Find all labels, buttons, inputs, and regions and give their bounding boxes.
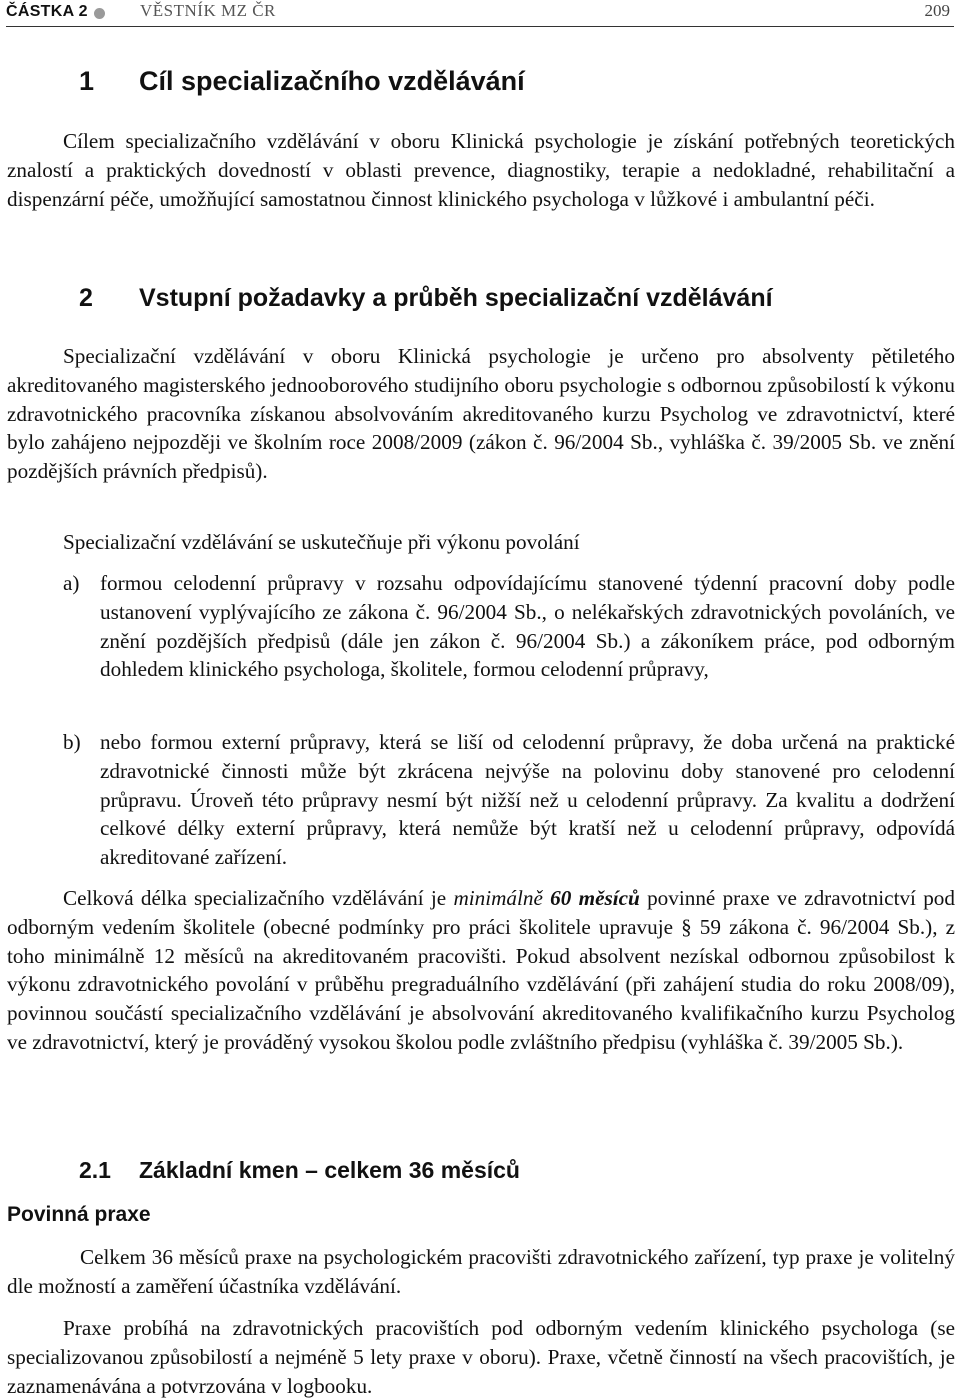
section-2-paragraph-3: [7, 884, 955, 1057]
page-header: [6, 0, 954, 27]
bullet-dot-icon: [94, 8, 105, 19]
section-1-heading: [79, 66, 525, 97]
paragraph-3-emphasis-duration: 60 měsíců: [550, 886, 640, 910]
section-2-paragraph-2: Specializační vzdělávání se uskutečňuje při výkonu povolání: [63, 530, 580, 554]
list-text-a: formou celodenní průpravy v rozsahu odpovídajícímu stanovené týdenní pracovní doby podle ustanovení vyplývajícího ze zákona č. 96/2004 Sb., o nelékařských zdravotnických povoláních, ve znění pozdějších předpisů (dále jen zákon č. 96/2004 Sb.) a zákoníkem práce, pod odborným dohledem klinického psychologa, školitele, formou celodenní průpravy,: [100, 571, 955, 682]
subsection-2-1-title: Základní kmen – celkem 36 měsíců: [139, 1157, 520, 1183]
page-number: 209: [924, 1, 950, 20]
list-item-a: [7, 569, 955, 684]
paragraph-3-rest: povinné praxe ve zdravotnictví pod odborným vedením školitele (obecné podmínky pro práci školitele upravuje § 59 zákona č. 96/2004 Sb.), z toho minimálně 12 měsíců na akreditovaném pracovišti. Pokud absolvent nezískal odbornou způsobilost k výkonu zdravotnického povolání v průběhu pregraduálního vzdělávání (při zahájení studia do roku 2008/09), povinnou součástí specializačního vzdělávání je absolvování akreditovaného kvalifikačního kurzu Psycholog ve zdravotnictví, který je prováděný vysokou školou podle zvláštního předpisu (vyhláška č. 39/2005 Sb.).: [7, 886, 955, 1054]
section-2-heading: [79, 284, 773, 313]
list-marker-b: b): [63, 730, 81, 754]
section-1-number: 1: [79, 66, 95, 96]
journal-title: VĚSTNÍK MZ ČR: [140, 1, 276, 20]
subsection-2-1-heading: [79, 1157, 520, 1184]
section-1-title: Cíl specializačního vzdělávání: [139, 66, 525, 96]
list-item-b: [7, 728, 955, 872]
subsection-2-1-paragraph-1: Celkem 36 měsíců praxe na psychologickém pracovišti zdravotnického zařízení, typ praxe je volitelný dle možností a zaměření účastníka vzdělávání.: [7, 1245, 955, 1298]
list-text-b: nebo formou externí průpravy, která se liší od celodenní průpravy, že doba určená na praktické zdravotnické činnosti může být zkrácena nejvýše na polovinu doby stanovené pro celodenní průpravu. Úroveň této průpravy nesmí být nižší než u celodenní průpravy. Za kvalitu a dodržení celkové délky externí průpravy, která nemůže být kratší než u celodenní průpravy, odpovídá akreditované zařízení.: [100, 730, 955, 870]
mandatory-practice-heading: Povinná praxe: [7, 1203, 151, 1226]
paragraph-3-emphasis-minimum: minimálně: [453, 886, 543, 910]
section-2-title: Vstupní požadavky a průběh specializační vzdělávání: [139, 284, 773, 312]
subsection-2-1-number: 2.1: [79, 1157, 111, 1183]
subsection-2-1-paragraph-2: Praxe probíhá na zdravotnických pracovištích pod odborným vedením klinického psychologa (se specializovanou způsobilostí a nejméně 5 lety praxe v oboru). Praxe, včetně činností na všech pracovištích, je zaznamenávána a potvrzována v logbooku.: [7, 1316, 955, 1398]
paragraph-3-start: Celková délka specializačního vzdělávání je: [63, 886, 454, 910]
list-marker-a: a): [63, 571, 80, 595]
section-2-paragraph-1: Specializační vzdělávání v oboru Klinická psychologie je určeno pro absolventy pětiletého akreditovaného magisterského jednooborového studijního oboru psychologie s odbornou způsobilostí k výkonu zdravotnického pracovníka získanou absolvováním akreditovaného kurzu Psycholog ve zdravotnictví, které bylo zahájeno nejpozději ve školním roce 2008/2009 (zákon č. 96/2004 Sb., vyhláška č. 39/2005 Sb. ve znění pozdějších právních předpisů).: [7, 344, 955, 484]
section-2-number: 2: [79, 284, 93, 312]
section-1-paragraph: Cílem specializačního vzdělávání v oboru Klinická psychologie je získání potřebných teoretických znalostí a praktických dovedností v oblasti prevence, diagnostiky, terapie a nedokladné, rehabilitační a dispenzární péče, umožňující samostatnou činnost klinického psychologa v lůžkové i ambulantní péči.: [7, 129, 955, 211]
issue-part-label: ČÁSTKA 2: [6, 3, 88, 20]
